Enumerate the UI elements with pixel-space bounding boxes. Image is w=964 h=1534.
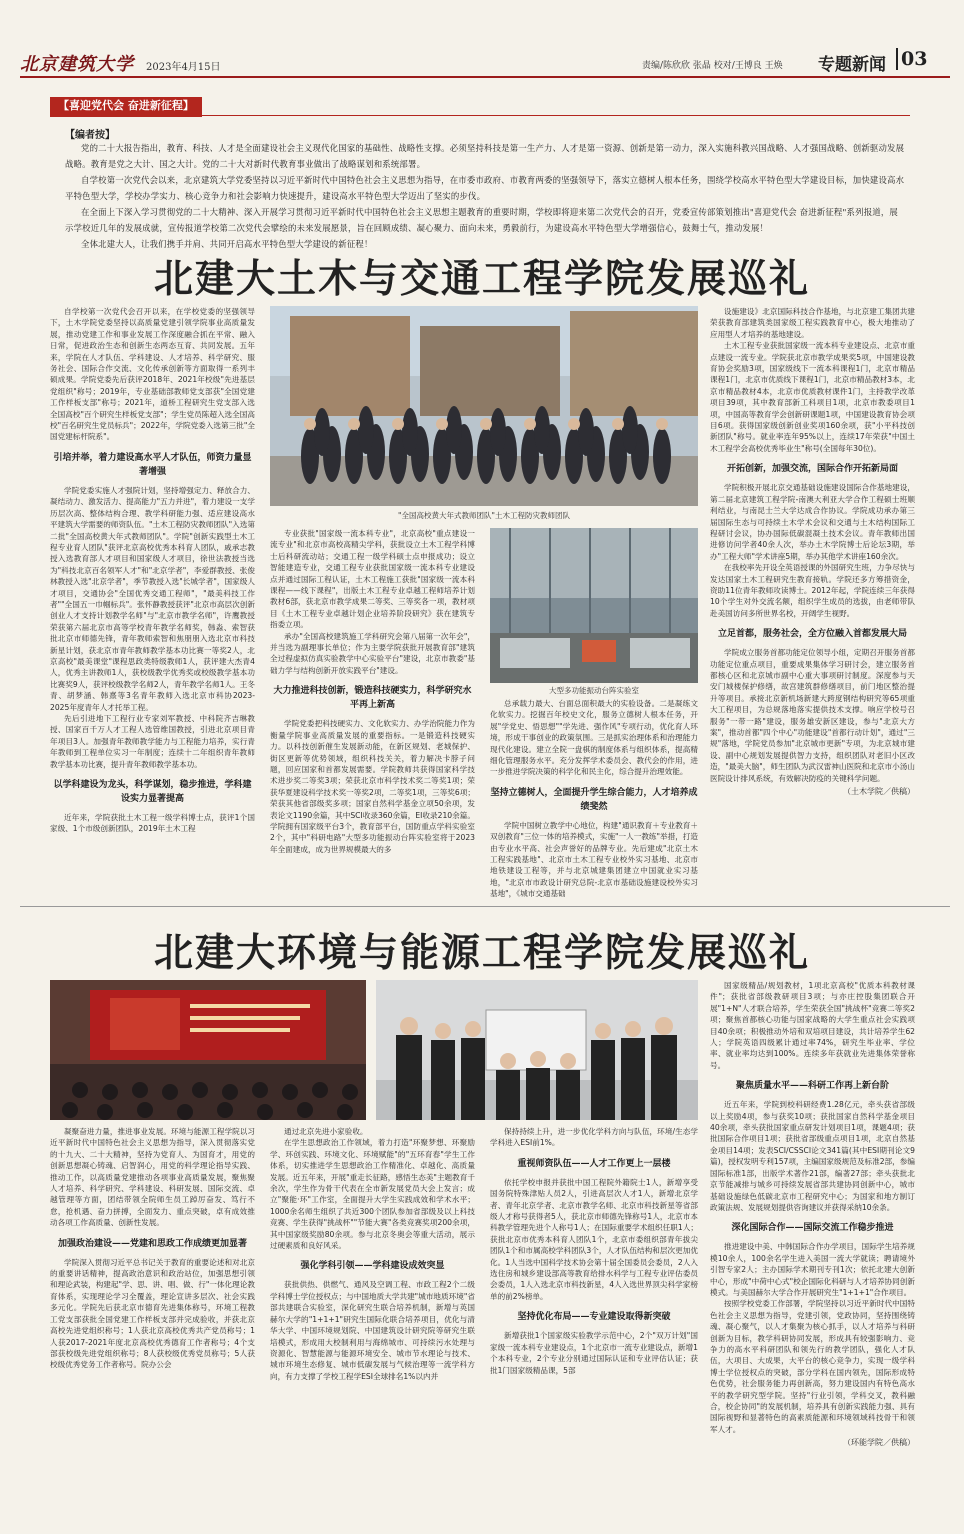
paragraph: 凝聚奋进力量，推进事业发展。环境与能源工程学院以习近平新时代中国特色社会主义思想为指导，深入贯彻落实党的十九大、二十大精神，坚持为党育人、为国育才，用党的创新思想凝心铸魂、启智润心，用党的科学理论指导实践、推动工作，以高质量党建推动各项事业高质量发展，聚焦聚人才培养、科学研究、学科建设、科研发展、国际交流、卓越管理等方面，团结带领全院师生员工踔厉奋发、笃行不怠，抢机遇、奋力拼搏，全面发力、重点突破，卓有成效推动各项工作高质量、创新性发展。 (50, 1127, 255, 1228)
subheading: 立足首都，服务社会，全方位融入首都发展大局 (717, 629, 907, 640)
masthead-rule (20, 76, 950, 78)
editor-note-body (65, 140, 905, 252)
editor-note-paragraph: 党的二十大报告指出，教育、科技、人才是全面建设社会主义现代化国家的基础性、战略性支撑。必须坚持科技是第一生产力、人才是第一资源、创新是第一动力，深入实施科教兴国战略、人才强国战略、创新驱动发展战略。教育是党之大计、国之大计。党的二十大对新时代教育事业做出了战略谋划和系统部署。 (65, 143, 905, 169)
paragraph: 承办"全国高校建筑施工学科研究会第八届第一次年会"，并当选为副理事长单位；作为主要学院获批开展教育部"建筑全过程虚拟仿真实验教学中心实验平台"建设，北京市教委"基础力学与结构创新开放实践平台"建设。 (270, 631, 475, 675)
editor-note-paragraph: 全体北建大人，让我们携手并肩、共同开启高水平特色型大学建设的新征程！ (81, 239, 373, 249)
paragraph: 学院成立服务首都功能定位领导小组，定期召开服务首都功能定位重点项目，重要成果集体学习研讨会，建立服务首都核心区和北京城市副中心重大事项研讨制度。深度参与天安门城楼保护修缮，故宫建筑群修缮项目，前门地区整治提升等项目。承接北京新机场新建大跨度钢结构研究等65项重大工程项目，为总规落地落实提供技术支撑。响应学校号召服务"一带一路"建设，服务雄安新区建设，参与"北京大方案"，推动首都"四个中心"功能建设"首都行动计划"，通过"三规"落地，学院党员参加"北京城市更新"专项，为北京城市建设、副中心规划发展提供智力支持，组织团队对老旧小区改造，"最美大脑"，师生团队为武汉雷神山医院和北京市小汤山医院设计排风系统，有效解决防疫的关键科学问题。 (710, 648, 915, 783)
editor-note-paragraph: 在全面上下深入学习贯彻党的二十大精神、深入开展学习贯彻习近平新时代中国特色社会主义思想主题教育的重要时期，学校即将迎来第二次党代会的召开，党委宣传部策划推出"喜迎党代会 奋进新征程"系列报道，展示学校近几年的发展成就，宣传报道学校第二次党代会擘绘的未来发展愿景，旨在回顾成绩、凝心聚力、面向未来，勇毅前行，为建设高水平特色型大学增强信心，鼓舞士气，推动发展！ (65, 207, 899, 233)
article2-column-4 (710, 980, 915, 1524)
article2-column-3 (490, 1126, 698, 1524)
paragraph: 近年来，学院获批土木工程一级学科博士点，获评1个国家级、1个市级创新团队，2019年土木工程 (50, 813, 255, 834)
newspaper-logo: 北京建筑大学 (20, 54, 134, 75)
paragraph: 学院党委把科技硬实力、文化软实力、办学治院能力作为衡量学院事业高质量发展的重要指标。一是锻造科技硬实力。以科技创新催生发展新动能，在新区规划、老城保护、街区更新等优势领域，组织科技关关，着力解决卡脖子问题，回应国家和首都发展需要。学院教师共获得国家科学技术进步奖二等奖3项；荣获北京市科学技术奖二等奖1项；荣获华夏建设科学技术奖一等奖2项，二等奖1项，三等奖6项；荣获其他省部级奖多项；国家自然科学基金立项50余项，发表论文1190余篇，其中SCI收录360余篇，EI收录210余篇。学院拥有国家级平台3个，教育部平台，国防重点学科实验室2个，其中"科研电路"大型多功能振动台阵实验室将于2023年全面建成，成为世界规模最大的多 (270, 719, 475, 854)
article2-headline: 北建大环境与能源工程学院发展巡礼 (153, 931, 810, 976)
shake-table-lab-photo (490, 528, 698, 683)
ribbon-rule (50, 115, 910, 116)
paragraph: 获批供热、供燃气、通风及空调工程、市政工程2个二级学科博士学位授权点；与中国地质大学共建"城市地质环境"省部共建联合实验室，深化研究生联合培养机制，新增与英国赫尔大学的"1+1+1"研究生国际化联合培养项目，优化与清华大学、中国环境规划院、中国建筑设计研究院等研究生联培模式，形成用大校制利用与海绵城市、可持续污水处理与资源化、智慧能源与能源环境安全、城市节水理论与技术、城市环境生态修复、城市低碳发展与气候治理等一流学科方向，有力支撑了学校工程学ESI全球排名1%以内并 (270, 1280, 475, 1381)
paragraph: 通过北京先进小家验收。 (284, 1127, 368, 1136)
paragraph: 新增获批1个国家级实验教学示范中心，2个"双万计划"国家级一流本科专业建设点，1个北京市一流专业建设点，新增1个本科专业，2个专业分别通过国际认证和专业评估认证；获批1门国家级精品课，5部 (490, 1331, 698, 1375)
subheading: 开拓创新，加强交流，国际合作开拓新局面 (726, 464, 898, 475)
party-meeting-photo (50, 980, 366, 1120)
subheading: 加强政治建设——党建和思政工作成绩更加显著 (57, 1238, 247, 1249)
paragraph: 在我校率先开设全英语授课的外国研究生班，力争尽快与发达国家土木工程研究生教育接轨。学院还多方筹措资金，资助11位青年教师攻读博士。2012年起，学院连续三年获得10个学生对外交流名额，组织学生成员的选拔，由老师带队赴美国访问多所世界名校，开阔学生视野。 (710, 563, 915, 618)
subheading: 深化国际合作——国际交流工作稳步推进 (731, 1223, 894, 1234)
paragraph: 先后引进地下工程行业专家刘军教授、中科院齐吉琳教授、国家百千万人才工程人选管维国教授，引进北京项目青年项目3人。加强青年教师教学能力与工程能力培养，实行青年教师到工程单位实习一年制度；连续十二年组织青年教师教学基本功比赛，提升青年教师教学基本功。 (50, 714, 255, 769)
paragraph: 学院深入贯彻习近平总书记关于教育的重要论述和对北京的重要讲话精神，提高政治意识和政治站位，加强思想引领和理论武装，构建起"学、思、讲、唱、做、行"一体化理论教育体系，实现理论学习全覆盖，理论宣讲多层次、社会实践多元化。学院先后获北京市德育先进集体称号，环境工程教工党支部获批全国党建工作样板支部并完成验收，并获北京高校先进党组织称号；1人获北京高校优秀共产党员称号；1人获2017-2021年度北京高校优秀德育工作者称号；4个支部获校级先进党组织称号；8人获校级优秀党员称号；5人获校级优秀党务工作者称号。院办公会 (50, 1257, 255, 1370)
paragraph: 在学生思想政治工作领域，着力打造"环聚梦想、环聚励学、环创实践、环境文化、环境赋能"的"五环育春"学生工作体系，切实推进学生思想政治工作精准化、卓越化、高质量发展。近五年来，开展"重走长征路，感悟生态美"主题教育千余次，学生作为骨干代表在全市新发展党员大会上发言；成立"聚能·环"工作室，全面提升大学生实践成效和学术水平；1000余名师生组织了共近300个团队参加省部级及以上科技竞赛、学生获得"挑战杯""节能大赛"各类竞赛奖项200余项，其中国家级奖励80余项。参与北京冬奥会等重大活动，展示过硬素质和良好风采。 (270, 1138, 475, 1251)
article2-column-2 (270, 1126, 475, 1524)
students-team-photo (376, 980, 698, 1120)
section-title: 专题新闻 (818, 55, 886, 75)
paragraph: 保持持续上升，进一步优化学科方向与队伍，环境/生态学学科进入ESI前1%。 (490, 1127, 698, 1148)
subheading: 重视师资队伍——人才工作更上一层楼 (517, 1158, 671, 1169)
photo1-caption: "全国高校黄大年式教师团队"土木工程防灾教师团队 (398, 511, 570, 520)
paragraph: 国家级精品/规划教材，1项北京高校"优质本科教材课件"；获批省部级教研项目3项；与亦庄控股集团联合开展"1+N"人才联合培养，学生荣获全国"挑战杯"竞赛二等奖2项；聚焦首都核心功能与国家战略的大学生重点社会实践项目40余项；积极推动外培和双培项目建设，共计培养学生62人；学院英语四级累计通过率74%，研究生毕业率、学位率、就业率均达到100%。连续多年获就业先进集体荣誉称号。 (710, 981, 915, 1070)
paragraph: 土木工程专业获批国家级一流本科专业建设点、北京市重点建设一流专业。学院获北京市教学成果奖5项，中国建设教育协会奖励3项，国家级线下一流本科课程1门，北京市精品课程1门，北京市优质线下课程1门，北京市精品教材3本，北京市精品教材4本，北京市优质教材课件1门，主持教学改革项目39项，其中教育部新工科项目1项，北京市教委项目1项，中国高等教育学会创新研课题1项，中国建设教育协会项目6项。获得国家级创新创业奖项160余项，获"小平科技创新团队"称号。就业率连年95%以上，连续17年荣获"中国土木工程学会高校优秀毕业生"称号(全国每年30位)。 (710, 341, 915, 453)
article-divider (20, 906, 950, 907)
paragraph: 专业获批"国家级一流本科专业"，北京高校"重点建设一流专业"和北京市高校高精尖学科，获批设立土木工程学科博士后科研流动站；交通工程一级学科硕士点申报成功；设立智能建造专业，交通工程专业获批国家级一流本科专业建设点并通过国际工程认证，土木工程施工获批"国家级一流本科课程——线下课程"，出版土木工程专业卓越工程师培养计划教材6部，获北京市教学成果二等奖、三等奖各一项，教材项目《土木工程专业卓越计划企业培养阶段研究》获在建筑专指委立项。 (270, 529, 475, 630)
subheading: 以学科建设为龙头，科学谋划，稳步推进，学科建设实力显著提高 (53, 780, 252, 805)
editors-credit: 责编/陈欣欣 张晶 校对/王博良 王焕 (642, 61, 783, 71)
column-ribbon: 【喜迎党代会 奋进新征程】 (50, 97, 202, 117)
paragraph: 按照学校党委工作部署，学院坚持以习近平新时代中国特色社会主义思想为指导，党建引领，党政协同，坚持围绕铸魂、凝心聚气，以人才集聚为核心抓手，以人才培养与科研创新为目标，教学科研协同发展，形成具有较强影响力、竞争力的高水平科研团队和领先行的教学团队，强化人才队伍，大项目、大成果，大平台的核心竞争力，实现一级学科博士学位授权点的突破，部分学科在国内领先，国际形成特色优势，社会服务能力再创新高，努力建设国内有特色高水平的教学研究型学院。坚持"行业引领，学科交叉，教科融合，校企协同"的发展机制，培养具有创新实践能力强、具有国际视野和显著特色的高素质能源和环境领域科技骨干和领军人才。 (710, 1299, 915, 1434)
article2-column-1 (50, 1126, 255, 1524)
subheading: 引培并举，着力建设高水平人才队伍，师资力量显著增强 (53, 452, 252, 477)
subheading: 坚持优化布局——专业建设取得新突破 (517, 1312, 671, 1323)
page-number: 03 (896, 48, 927, 70)
article1-column-1 (50, 306, 255, 898)
paragraph: 学院中国树立教学中心地位，构建"通识教育＋专业教育＋双创教育"三位一体的培养模式，实施"一人一教练"举措，打造由专业水平高、社会声誉好的品牌专业。先后建成"北京土木工程实践基地"、北京市土木工程专业校外实习基地、北京市地铁建设工程等，并与北京城建集团建立中国就业实习基地，"北京市市政设计研究总院-北京市基础设施建设校外实习基地"，《城市交通基础 (490, 820, 698, 898)
paragraph: 推进建设中美、中韩国际合作办学项目，国际学生培养规模10余人，100余名学生进入美国一流大学就读；聘请境外引智专家2人；主办国际学术期刊专刊1次；依托北建大创新中心，形成"中荷中心式"校企国际化科研与人才培养协同创新模式。与美国赫尔大学合作开展研究生"1+1+1"合作项目。 (710, 1242, 915, 1297)
paragraph: 总承载力最大、台面总面积最大的实验设备。二是凝练文化软实力。挖掘百年校史文化，服务立德树人根本任务，开展"学党史、悟思想""学先进、强作风"专项行动，优化育人环境，形成干事创业的政策氛围。三是抓实治理体系和治理能力现代化建设。建立全院一盘棋的制度体系与组织体系，提高精细化管理服务水平。充分发挥学术委员会、教代会的作用，进一步推进学院决策的科学化和民主化，综合提升治理效能。 (490, 699, 698, 777)
subheading: 大力推进科技创新，锻造科技硬实力，科学研究水平再上新高 (273, 686, 472, 711)
article1-column-2 (270, 528, 475, 898)
paragraph: 依托学校申报并获批中国工程院外籍院士1人，新增享受国务院特殊津贴人员2人，引进高层次人才1人，新增北京学者、青年北京学者、北京市教学名师、北京市科技新星等省部级人才称号获得者5人，获北京市师德先锋称号1人，北京市本科教学管理先进个人称号1人；在国际重要学术组织任职1人；获批北京市优秀本科育人团队1个，北京市委组织部青年拔尖团队1个和市属高校学科团队3个，人才队伍结构和层次更加优化。1人当选中国科学技术协会第十届全国委员会委员，2人入选住房和城乡建设部高等教育给排水科学与工程专业评估委员会委员，1人入选北京市科技新星，4人入选世界顶尖科学家榜单的前2%榜单。 (490, 1177, 698, 1301)
paragraph: 近五年来，学院到校科研经费1.28亿元，牵头获省部级以上奖励4项，参与获奖10项；获批国家自然科学基金项目40余项，牵头获批国家重点研发计划项目1项，课题4项；获批国际合作项目1项；获批省部级重点项目1项，北京自然基金项目14项；发表SCI/CSSCI论文341篇(其中ESI期刊论文9篇)，授权发明专利157项，主编国家级规范及标准2部，参编国际标准1部，出版学术著作21部，编著27部；牵头获批北京节能减排与城乡可持续发展省部共建协同创新中心，城市基础设施绿色低碳北京市工程研究中心；为国家和地方制订政策法规、发展规划提供咨询建议并获得采纳10余条。 (710, 1100, 915, 1212)
photo2-caption: 大型多功能振动台阵实验室 (549, 686, 639, 695)
subheading: 坚持立德树人，全面提升学生综合能力，人才培养成绩斐然 (490, 787, 698, 812)
paragraph: 学院党委实施人才强院计划，坚持增强定力、释放合力、凝结动力、激发活力、提高能力"五力并进"，着力建设一支学历层次高、整体结构合理、教学科研能力强、适应建设高水平建筑大学需要的师资队伍。"土木工程防灾教师团队"入选第二批"全国高校黄大年式教师团队"。学院"创新实践型土木工程专业育人团队"获评北京高校优秀本科育人团队，戚承志教授入选教育部人才项目和国家级人才项目，徐世法教授当选为"科技北京百名领军人才"和"北京学者"，李爱群教授、张俊林教授入选"北京学者"，季节教授入选"长城学者"，国家级人才项目，交通协会"全国优秀交通工程师"，"最美科技工作者""全国五一巾帼标兵"。张怀静教授获评"北京市高层次创新创业人才支持计划教学名师"与"北京市教学名师"，许鹰教授荣获第六届北京市高等学校青年教学名师奖，韩淼、索智获批北京市师德先锋，青年教师索智和焦朋朋入选北京市科技新星计划，获北京市青年教师教学基本功比赛一等奖2人，北京高校"最美课堂"课程思政类特级教师1人，获评建大杰青4人，优秀主讲教师1人，获校级教学优秀奖或校级教学基本功比赛奖9人，获评校级教学名师2人，青年教学名师1人。王冬青、胡梦涵、韩熹等3名青年教师入选北京市科协2023-2025年度青年人才托举工程。 (50, 485, 255, 712)
paragraph: 设施建设》北京国际科技合作基地，与北京建工集团共建荣获教育部建筑类国家级工程实践教育中心，极大地推动了应用型人才培养的基地建设。 (710, 307, 915, 339)
article1-headline: 北建大土木与交通工程学院发展巡礼 (153, 257, 810, 302)
group-photo-faculty-team (270, 306, 698, 506)
editor-note-paragraph: 自学校第一次党代会以来，北京建筑大学党委坚持以习近平新时代中国特色社会主义思想为指导，在市委市政府、市教育两委的坚强领导下，落实立德树人根本任务，围绕学校高水平特色型大学建设目标，加快建设高水平特色型大学，学校办学实力、核心竞争力和社会影响力快速提升，建设高水平特色型大学迈出了坚实的步伐。 (65, 175, 905, 201)
issue-date: 2023年4月15日 (146, 62, 221, 73)
paragraph: 学院积极开展北京交通基础设施建设国际合作基地建设，第二届北京建筑工程学院-南澳大利亚大学合作工程硕士班顺利结业，与南昆士兰大学达成合作协议。学院成功承办第三届国际生态与可持续土木学术会议和交通与土木结构国际工程研讨会议，协办国际低碳混凝土技术会议。青年教师出国进修访问学者40余人次，举办土木学院博士后论坛3期，举办"工程大师"学术讲座5期，举办其他学术讲座160余次。 (710, 483, 915, 561)
byline: （土木学院／供稿） (843, 787, 915, 797)
byline: （环能学院／供稿） (843, 1438, 915, 1448)
subheading: 聚焦质量水平——科研工作再上新台阶 (735, 1081, 889, 1092)
article1-column-3 (490, 698, 698, 898)
editor-note-heading: 【编者按】 (65, 130, 115, 141)
article1-column-4 (710, 306, 915, 898)
subheading: 强化学科引领——学科建设成效突显 (300, 1261, 445, 1272)
paragraph: 自学校第一次党代会召开以来，在学校党委的坚强领导下，土木学院党委坚持以高质量党建引领学院事业高质量发展，推动党建工作和事业发展工作深度融合抓在平常、融入日常，促进政治生态和创新生态两态互育、共同发展。五年来，学院在人才队伍、学科建设、人才培养、科学研究、服务社会、国际合作交流、文化传承创新等方面取得一系列丰硕成果。学院党委先后获评2018年、2021年校级"先进基层党组织"称号；2019年，专业基础部教师党支部获"全国党建工作样板支部"称号；2021年，道桥工程研究生党支部入选全国高校"百个研究生样板党支部"；学生党员陈超入选全国高校"百名研究生党员标兵"；2022年，学院党委入选第三批"全国党建标杆院系"。 (50, 307, 255, 442)
